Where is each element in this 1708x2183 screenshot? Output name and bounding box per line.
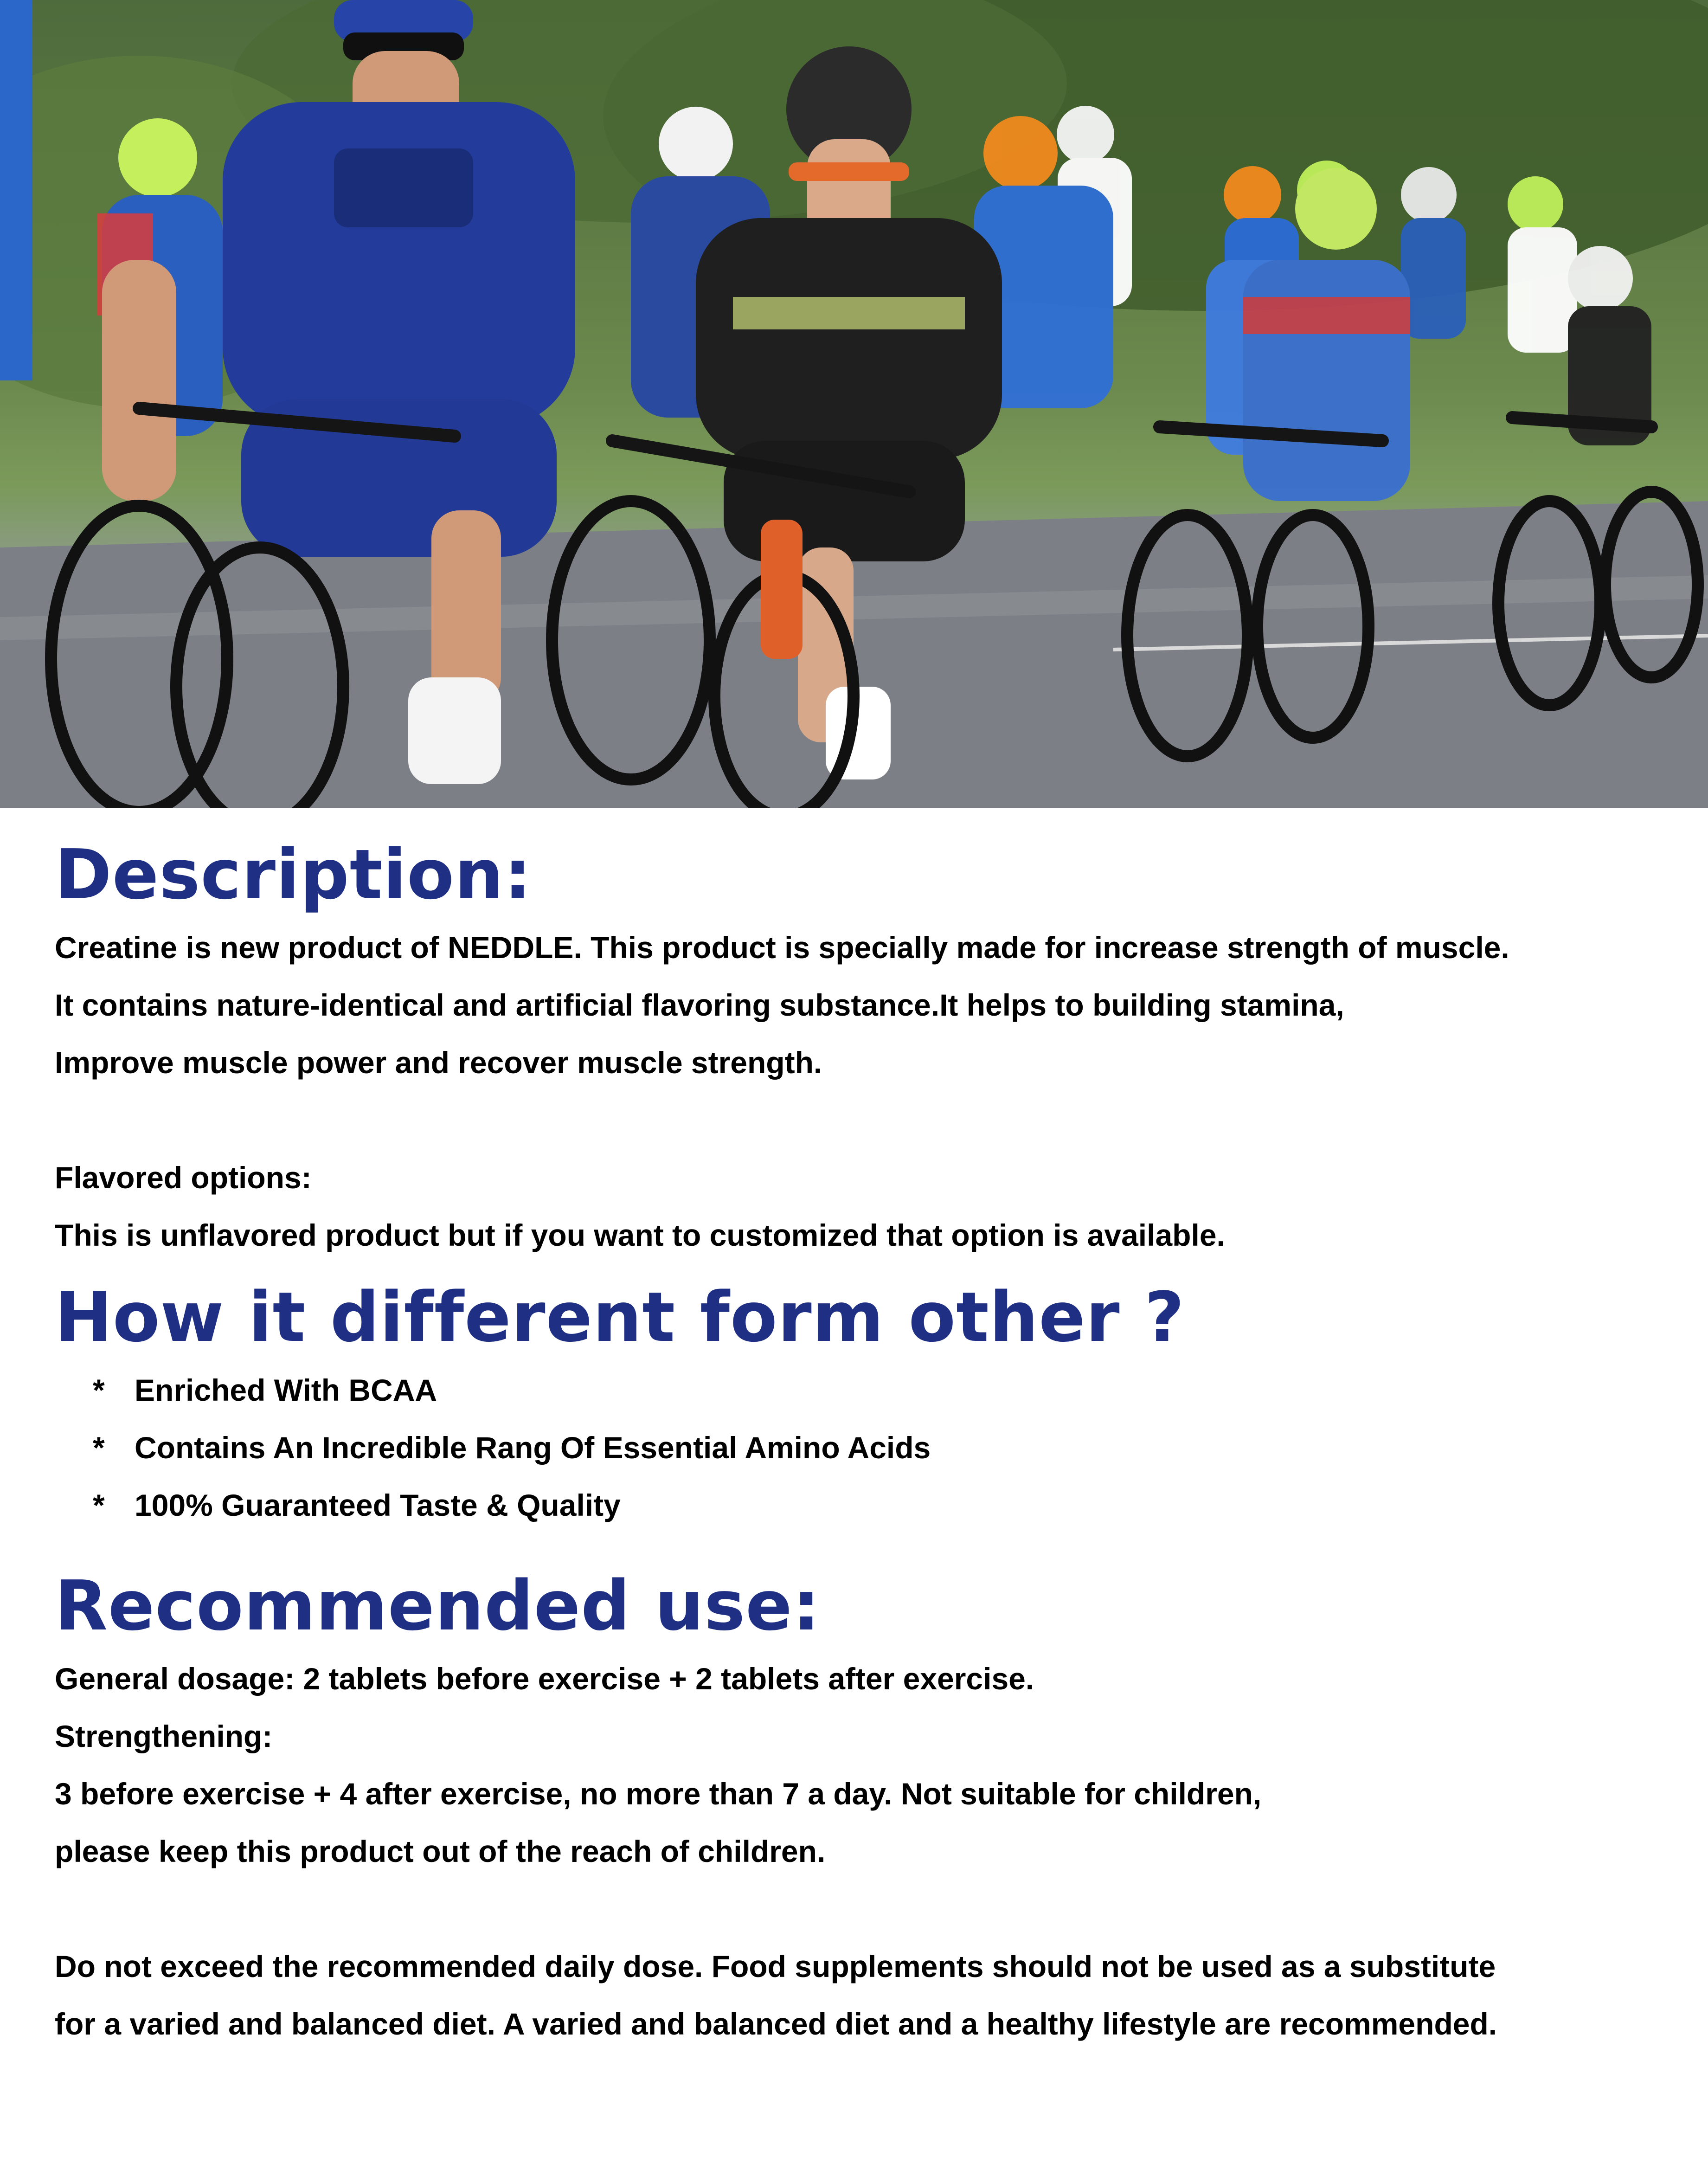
description-line-3: Improve muscle power and recover muscle strength.	[55, 1045, 822, 1080]
list-item-text: Enriched With BCAA	[135, 1373, 437, 1407]
list-item-text: 100% Guaranteed Taste & Quality	[135, 1488, 621, 1522]
difference-heading: How it different form other ?	[55, 1277, 1185, 1357]
flavored-options-text: This is unflavored product but if you want to customized that option is available.	[55, 1218, 1225, 1252]
warning-line-1: Do not exceed the recommended daily dose. Food supplements should not be used as a substitute	[55, 1949, 1496, 1983]
cyclists-illustration	[0, 0, 1708, 808]
list-item	[93, 1419, 1669, 1476]
warning-line-2: for a varied and balanced diet. A varied and balanced diet and a healthy lifestyle are recommended.	[55, 2007, 1497, 2041]
list-item	[93, 1476, 1669, 1534]
description-line-2: It contains nature-identical and artificial flavoring substance.It helps to building stamina,	[55, 988, 1344, 1022]
hero-image-cyclists	[0, 0, 1708, 808]
product-details	[55, 831, 1669, 2053]
flavored-options-label: Flavored options:	[55, 1160, 312, 1195]
recommended-line-4: please keep this product out of the reach of children.	[55, 1834, 826, 1868]
recommended-line-2: Strengthening:	[55, 1719, 273, 1753]
difference-list	[55, 1361, 1669, 1534]
recommended-line-1: General dosage: 2 tablets before exercise + 2 tablets after exercise.	[55, 1661, 1034, 1696]
asterisk-bullet-icon: *	[93, 1488, 105, 1522]
asterisk-bullet-icon: *	[93, 1430, 105, 1465]
asterisk-bullet-icon: *	[93, 1373, 105, 1407]
list-item-text: Contains An Incredible Rang Of Essential Amino Acids	[135, 1430, 931, 1465]
recommended-use-heading: Recommended use:	[55, 1566, 821, 1646]
description-line-1: Creatine is new product of NEDDLE. This product is specially made for increase strength of muscle.	[55, 930, 1509, 965]
description-heading: Description:	[55, 835, 532, 914]
list-item	[93, 1361, 1669, 1419]
recommended-line-3: 3 before exercise + 4 after exercise, no more than 7 a day. Not suitable for children,	[55, 1777, 1262, 1811]
